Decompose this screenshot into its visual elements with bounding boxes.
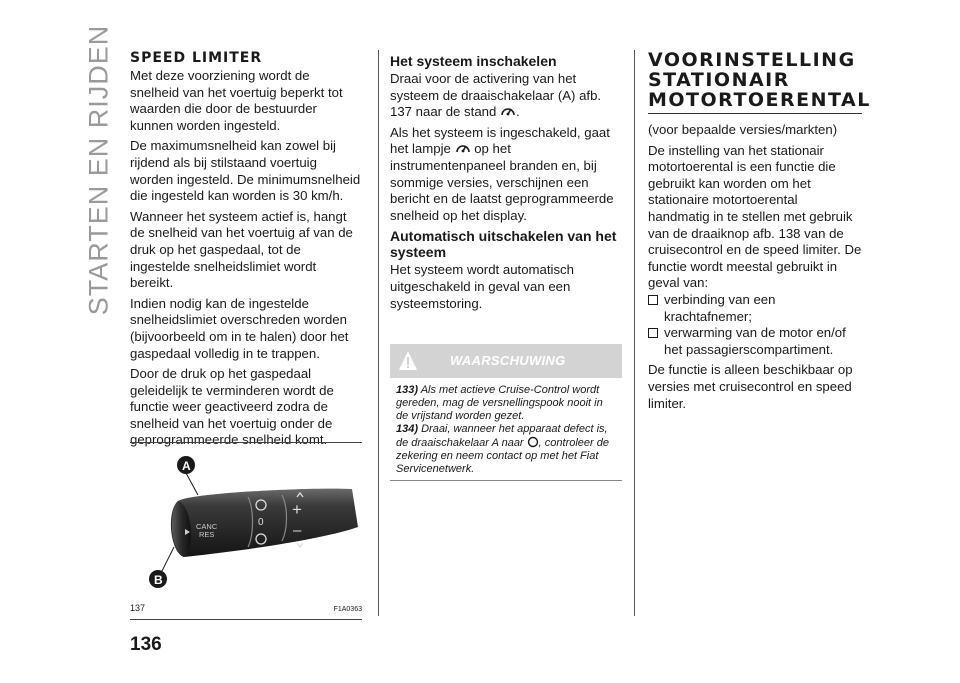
activation-text: Draai voor de activering van het systeem de draaischakelaar (A) afb. 137 naar de stand: [390, 71, 602, 120]
side-title-text: STARTEN EN RIJDEN: [83, 24, 114, 316]
res-label: RES: [199, 530, 215, 539]
callout-b-label: B: [154, 573, 163, 587]
activation-heading: Het systeem inschakelen: [390, 53, 557, 69]
column-speed-limiter: [130, 50, 362, 453]
column-divider: [634, 50, 635, 616]
paragraph: Het systeem wordt automatisch uitgeschakeld in geval van een systeemstoring.: [390, 262, 574, 311]
paragraph: Indien nodig kan de ingestelde snelheidslimiet overschreden worden (bijvoorbeeld om in te halen) door het gaspedaal volledig in te trappen.: [130, 295, 349, 361]
list-item: verbinding van een krachtafnemer;: [648, 292, 862, 325]
paragraph: De instelling van het stationair motortoerental is een functie die gebruikt kan worden om het stationaire motortoerental handmatig in te stellen met gebruik van de draaiknop afb. 138 van de cruisecontrol en de speed limiter. De functie wordt meestal gebruikt in geval van:: [648, 142, 862, 291]
paragraph: Wanneer het systeem actief is, hangt de snelheid van het voertuig af van de druk op het gaspedaal, tot de ingestelde snelheidslimiet wordt bereikt.: [130, 208, 353, 291]
warning-text: Als met actieve Cruise-Control wordt gereden, mag de versnellingspook nooit in de vrijstand worden gezet.: [396, 384, 603, 422]
section-side-title: [82, 24, 116, 316]
paragraph: [390, 125, 622, 225]
figure-code: F1A0363: [333, 606, 362, 613]
off-position-icon: [527, 436, 539, 448]
warning-item-134: [396, 423, 616, 476]
warning-item-133: [396, 384, 616, 423]
figure-number: 137: [130, 603, 146, 613]
minus-label: –: [293, 522, 302, 539]
speed-limiter-heading: SPEED LIMITER: [130, 50, 263, 66]
down-arrow-icon: [297, 543, 303, 547]
speed-limiter-warning-lamp-icon: [455, 141, 471, 155]
column-idle-speed: [648, 49, 871, 416]
warning-header: [390, 344, 622, 378]
paragraph: Met deze voorziening wordt de snelheid van het voertuig beperkt tot waarden die door de bestuurder kunnen worden ingesteld.: [130, 68, 343, 133]
callout-line-b: [162, 547, 174, 571]
callout-line-a: [186, 473, 198, 495]
activation-text-end: .: [516, 104, 520, 120]
speed-limiter-icon: [500, 104, 516, 118]
warning-title: WAARSCHUWING: [450, 353, 566, 368]
warning-text-end: , controleer de zekering en neem contact op met het Fiat Servicenetwerk.: [396, 437, 609, 475]
warning-box: [390, 344, 622, 481]
callout-a-label: A: [182, 459, 191, 473]
list-item: verwarming van de motor en/of het passagierscompartiment.: [648, 325, 862, 358]
warning-number: 134): [396, 423, 419, 435]
idle-speed-heading: VOORINSTELLING STATIONAIR MOTORTOERENTAL: [648, 50, 862, 114]
warning-triangle-icon: [398, 350, 418, 372]
paragraph: De maximumsnelheid kan zowel bij rijdend als bij stilstaand voertuig worden ingesteld. De minimumsnelheid die ingesteld kan worden is 30 km/h.: [130, 138, 361, 204]
column-divider: [378, 50, 379, 616]
paragraph: (voor bepaalde versies/markten): [648, 122, 838, 137]
figure-137-stalk: [130, 442, 362, 620]
paragraph: Door de druk op het gaspedaal geleidelijk te verminderen wordt de functie weer geactiveerd zodra de snelheid van het voertuig onder de geprogrammeerde snelheid komt.: [130, 366, 334, 448]
warning-number: 133): [396, 384, 419, 396]
paragraph: De functie is alleen beschikbaar op versies met cruisecontrol en speed limiter.: [648, 362, 853, 411]
page-number: 136: [130, 634, 162, 655]
warning-text: Draai, wanneer het apparaat defect is, de draaischakelaar A naar: [396, 423, 608, 449]
indicator-text-end: op het instrumentenpaneel branden en, bij sommige versies, verschijnen een bericht en de laatst geprogrammeerde snelheid op het display.: [390, 141, 614, 223]
column-system-activation: [390, 50, 622, 316]
indicator-text: Als het systeem is ingeschakeld, gaat het lampje: [390, 124, 610, 157]
canc-label: CANC: [196, 522, 218, 531]
off-position-label: 0: [258, 517, 264, 528]
auto-off-heading: Automatisch uitschakelen van het systeem: [390, 228, 617, 261]
paragraph: [390, 71, 622, 121]
cruise-control-stalk-illustration: [130, 449, 362, 599]
warning-body: [390, 378, 622, 480]
plus-label: +: [292, 500, 302, 519]
